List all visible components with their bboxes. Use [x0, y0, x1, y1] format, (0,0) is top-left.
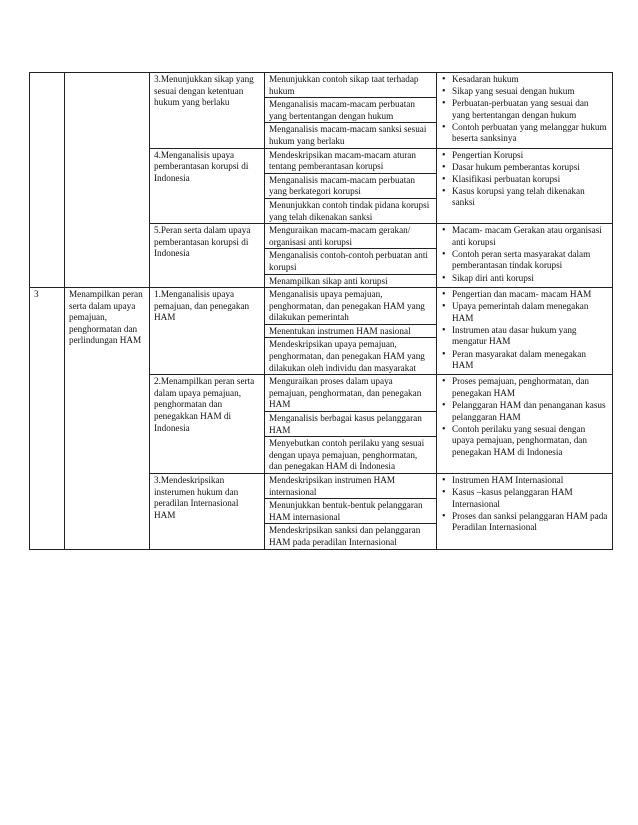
material-item: • Kasus korupsi yang telah dikenakan sanksi: [441, 186, 608, 209]
syllabus-table-body: [30, 73, 613, 550]
indicator-item: Menyebutkan contoh perilaku yang sesuai dengan upaya pemajuan, penghormatan, dan penegakan HAM di Indonesia: [269, 438, 425, 472]
material-list: [441, 289, 608, 372]
material-cell: [437, 375, 613, 474]
material-item: • Pengertian dan macam- macam HAM: [441, 289, 608, 301]
sub-competency-cell: 3.Mendeskripsikan insterumen hukum dan peradilan Internasional HAM: [150, 474, 265, 550]
material-item: • Perbuatan-perbuatan yang sesuai dan yang bertentangan dengan hukum: [441, 98, 608, 121]
material-item: • Klasifikasi perbuatan korupsi: [441, 174, 608, 186]
material-list: [441, 475, 608, 534]
indicator-item: Mendeskripsikan sanksi dan pelanggaran HAM pada peradilan Internasional: [269, 525, 421, 547]
indicator-item: Menampilkan sikap anti korupsi: [269, 275, 388, 286]
material-item: • Macam- macam Gerakan atau organisasi anti korupsi: [441, 225, 608, 248]
material-item: • Peran masyarakat dalam menegakan HAM: [441, 349, 608, 372]
indicator-item: Mendeskripsikan instrumen HAM internasional: [265, 474, 436, 499]
material-item: • Kesadaran hukum: [441, 74, 608, 86]
material-item: • Pengertian Korupsi: [441, 150, 608, 162]
material-cell: [437, 73, 613, 149]
table-row: [30, 73, 613, 149]
material-item: • Proses dan sanksi pelanggaran HAM pada Peradilan Internasional: [441, 511, 608, 534]
material-item: • Instrumen HAM Internasional: [441, 475, 608, 487]
table-row: [30, 288, 613, 375]
row-number: [30, 73, 65, 288]
indicator-item: Menentukan instrumen HAM nasional: [265, 325, 436, 339]
indicator-cell: [265, 224, 437, 288]
sub-competency-cell: 2.Menampilkan peran serta dalam upaya pemajuan, penghormatan dan penegakkan HAM di Indonesia: [150, 375, 265, 474]
material-cell: [437, 474, 613, 550]
sub-competency-cell: 1.Menganalisis upaya pemajuan, dan penegakan HAM: [150, 288, 265, 375]
material-cell: [437, 224, 613, 288]
indicator-item: Menguraikan proses dalam upaya pemajuan, penghormatan, dan penegakan HAM: [265, 375, 436, 412]
indicator-item: Menganalisis berbagai kasus pelanggaran HAM: [265, 412, 436, 437]
indicator-cell: [265, 288, 437, 375]
indicator-item: Menunjukkan contoh tindak pidana korupsi yang telah dikenakan sanksi: [269, 199, 430, 222]
indicator-cell: [265, 73, 437, 149]
material-list: [441, 74, 608, 145]
indicator-item: Mendeskripsikan macam-macam aturan tentang pemberantasan korupsi: [265, 149, 436, 174]
indicator-item: Menganalisis upaya pemajuan, penghormatan, dan penegakan HAM yang dilakukan pemerintah: [265, 288, 436, 325]
row-number: 3: [30, 288, 65, 549]
material-item: • Instrumen atau dasar hukum yang mengatur HAM: [441, 325, 608, 348]
indicator-item: Menganalisis contoh-contoh perbuatan anti korupsi: [265, 249, 436, 274]
indicator-cell: [265, 375, 437, 474]
material-item: • Contoh perilaku yang sesuai dengan upaya pemajuan, penghormatan, dan penegakan HAM di Indonesia: [441, 424, 608, 459]
material-item: • Dasar hukum pemberantas korupsi: [441, 162, 608, 174]
material-list: [441, 225, 608, 284]
material-list: [441, 150, 608, 209]
syllabus-table: [29, 72, 613, 550]
material-cell: [437, 288, 613, 375]
indicator-cell: [265, 148, 437, 224]
material-item: • Contoh peran serta masyarakat dalam pemberantasan tindak korupsi: [441, 249, 608, 272]
competency-cell: Menampilkan peran serta dalam upaya pemajuan, penghormatan dan perlindungan HAM: [65, 288, 150, 549]
indicator-cell: [265, 474, 437, 550]
indicator-item: Menganalisis macam-macam sanksi sesuai hukum yang berlaku: [269, 124, 427, 146]
material-item: • Sikap yang sesuai dengan hukum: [441, 86, 608, 98]
competency-cell: [65, 73, 150, 288]
material-list: [441, 376, 608, 458]
sub-competency-cell: 4.Menganalisis upaya pemberantasan korupsi di Indonesia: [150, 148, 265, 224]
material-cell: [437, 148, 613, 224]
indicator-item: Menganalisis macam-macam perbuatan yang bertentangan dengan hukum: [265, 98, 436, 123]
indicator-item: Menganalisis macam-macam perbuatan yang berkategori korupsi: [265, 174, 436, 199]
indicator-item: Mendeskripsikan upaya pemajuan, penghormatan, dan penegakan HAM yang dilakukan oleh individu dan masyarakat: [269, 339, 425, 373]
sub-competency-cell: 3.Menunjukkan sikap yang sesuai dengan ketentuan hukum yang berlaku: [150, 73, 265, 149]
material-item: • Sikap diri anti korupsi: [441, 273, 608, 285]
material-item: • Upaya pemerintah dalam menegakan HAM: [441, 301, 608, 324]
material-item: • Contoh perbuatan yang melanggar hukum beserta sanksinya: [441, 122, 608, 145]
sub-competency-cell: 5.Peran serta dalam upaya pemberantasan korupsi di Indonesia: [150, 224, 265, 288]
material-item: • Kasus –kasus pelanggaran HAM Internasional: [441, 487, 608, 510]
material-item: • Proses pemajuan, penghormatan, dan penegakan HAM: [441, 376, 608, 399]
indicator-item: Menunjukkan bentuk-bentuk pelanggaran HAM internasional: [265, 499, 436, 524]
indicator-item: Menunjukkan contoh sikap taat terhadap hukum: [265, 73, 436, 98]
material-item: • Pelanggaran HAM dan penanganan kasus pelanggaran HAM: [441, 400, 608, 423]
indicator-item: Menguraikan macam-macam gerakan/ organisasi anti korupsi: [265, 224, 436, 249]
